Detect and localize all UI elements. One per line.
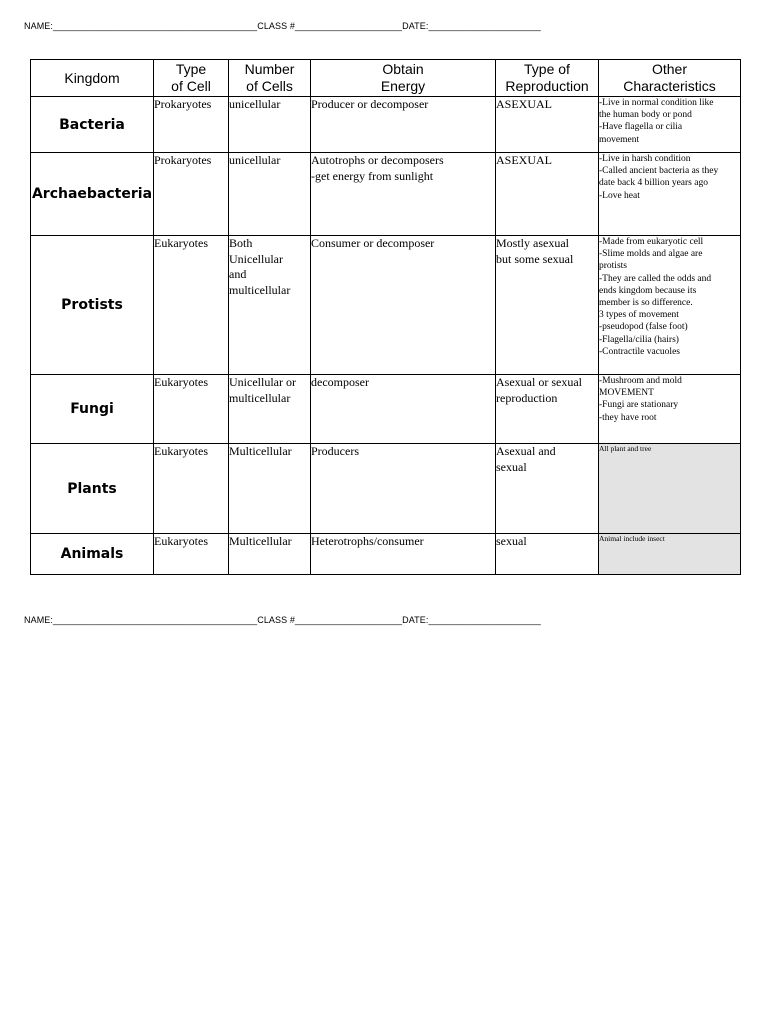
- reproduction: Asexual and sexual: [496, 444, 599, 534]
- obtain-energy: Autotrophs or decomposers -get energy from sunlight: [311, 153, 496, 236]
- table-row: [31, 534, 741, 575]
- cell-type: Eukaryotes: [154, 534, 229, 575]
- obtain-energy: Consumer or decomposer: [311, 236, 496, 375]
- col-header-kingdom: Kingdom: [31, 60, 154, 97]
- reproduction: Mostly asexual but some sexual: [496, 236, 599, 375]
- other-characteristics: -Live in normal condition like the human body or pond -Have flagella or cilia movement: [599, 97, 741, 153]
- other-characteristics: -Made from eukaryotic cell -Slime molds and algae are protists -They are called the odds and ends kingdom because its member is so difference. 3 types of movement -pseudopod (false foot) -Flagella/cilia (hairs) -Contractile vacuoles: [599, 236, 741, 375]
- kingdoms-table: [30, 59, 741, 575]
- student-info-header: NAME:________________________________________CLASS #_____________________DATE:______________________: [24, 21, 541, 31]
- kingdom-name: Protists: [31, 236, 154, 375]
- kingdom-name: Animals: [31, 534, 154, 575]
- cell-type: Prokaryotes: [154, 153, 229, 236]
- kingdom-name: Fungi: [31, 375, 154, 444]
- cell-type: Prokaryotes: [154, 97, 229, 153]
- number-of-cells: Multicellular: [229, 534, 311, 575]
- col-header-obtain-energy: Obtain Energy: [311, 60, 496, 97]
- kingdom-name: Bacteria: [31, 97, 154, 153]
- other-characteristics: All plant and tree: [599, 444, 741, 534]
- kingdom-name: Archaebacteria: [31, 153, 154, 236]
- number-of-cells: Multicellular: [229, 444, 311, 534]
- number-of-cells: unicellular: [229, 97, 311, 153]
- other-characteristics: -Live in harsh condition -Called ancient bacteria as they date back 4 billion years ago -Love heat: [599, 153, 741, 236]
- cell-type: Eukaryotes: [154, 236, 229, 375]
- reproduction: sexual: [496, 534, 599, 575]
- obtain-energy: decomposer: [311, 375, 496, 444]
- other-characteristics: -Mushroom and mold MOVEMENT -Fungi are stationary -they have root: [599, 375, 741, 444]
- kingdom-name: Plants: [31, 444, 154, 534]
- table-row: [31, 236, 741, 375]
- reproduction: ASEXUAL: [496, 153, 599, 236]
- reproduction: ASEXUAL: [496, 97, 599, 153]
- obtain-energy: Producers: [311, 444, 496, 534]
- obtain-energy: Producer or decomposer: [311, 97, 496, 153]
- table-row: [31, 97, 741, 153]
- col-header-other-characteristics: Other Characteristics: [599, 60, 741, 97]
- table-row: [31, 444, 741, 534]
- number-of-cells: unicellular: [229, 153, 311, 236]
- number-of-cells: Unicellular or multicellular: [229, 375, 311, 444]
- header-row: [31, 60, 741, 97]
- number-of-cells: Both Unicellular and multicellular: [229, 236, 311, 375]
- obtain-energy: Heterotrophs/consumer: [311, 534, 496, 575]
- student-info-footer: NAME:________________________________________CLASS #_____________________DATE:______________________: [24, 615, 541, 625]
- reproduction: Asexual or sexual reproduction: [496, 375, 599, 444]
- other-characteristics: Animal include insect: [599, 534, 741, 575]
- cell-type: Eukaryotes: [154, 444, 229, 534]
- cell-type: Eukaryotes: [154, 375, 229, 444]
- col-header-number-of-cells: Number of Cells: [229, 60, 311, 97]
- table-row: [31, 153, 741, 236]
- table-row: [31, 375, 741, 444]
- col-header-reproduction: Type of Reproduction: [496, 60, 599, 97]
- col-header-cell-type: Type of Cell: [154, 60, 229, 97]
